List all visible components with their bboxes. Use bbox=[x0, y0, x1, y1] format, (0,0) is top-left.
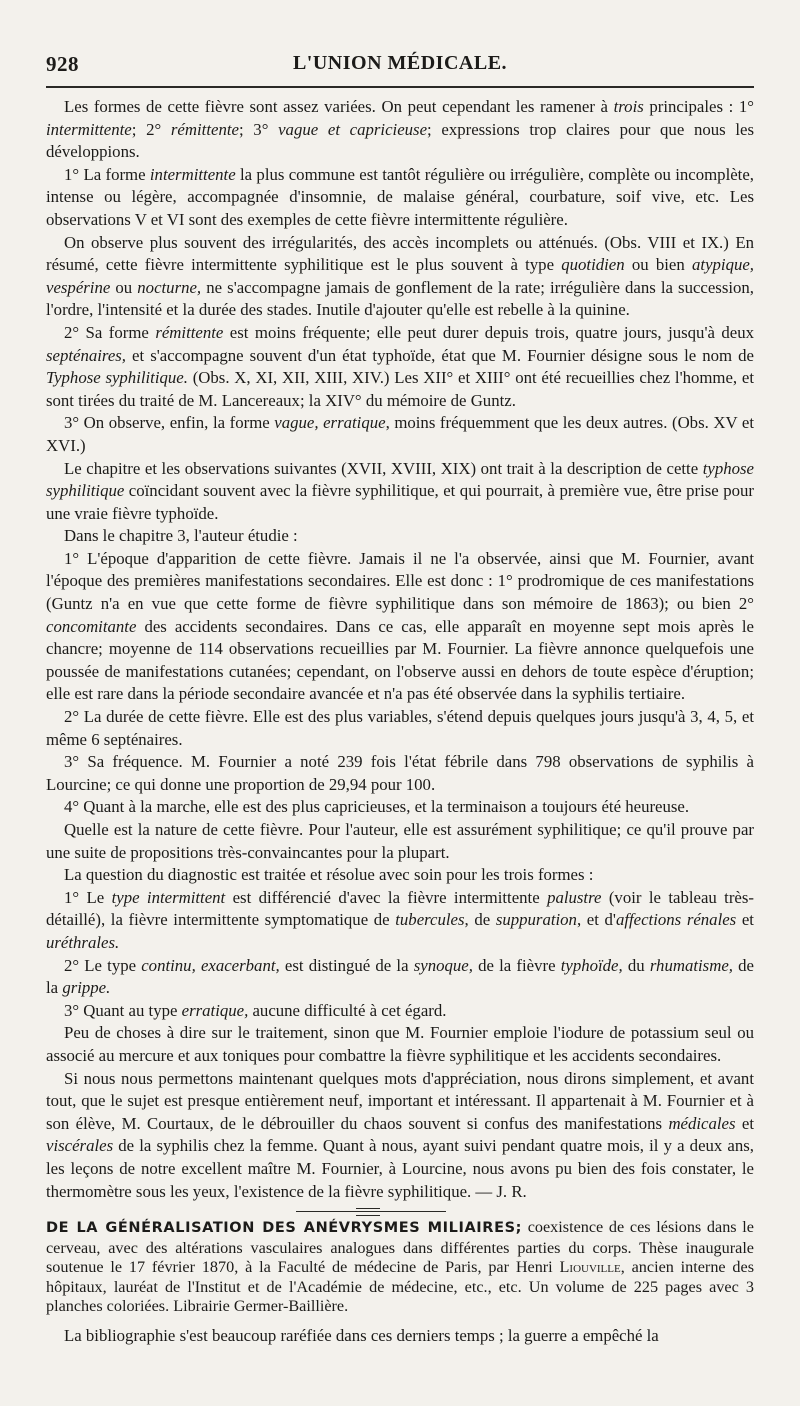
paragraph-frequency: 3° Sa fréquence. M. Fournier a noté 239 fois l'état fébrile dans 798 observations de syphilis à Lourcine; ce qui donne une proportion de 29,94 pour 100. bbox=[46, 752, 754, 794]
paragraph-epoch: 1° L'époque d'apparition de cette fièvre. Jamais il ne l'a observée, ainsi que M. Fournier, avant l'époque des premières manifestations secondaires. Elle est donc : 1° prodromique de ces manifestations (Guntz n'a en vue que cette forme de fièvre syphilitique dans son mémoire de 1863); ou bien 2° concomitante des accidents secondaires. Dans ce cas, elle apparaît en moyenne sept mois après le chancre; moyenne de 114 observations recueillies par M. Fournier. La fièvre annonce quelquefois une poussée de manifestations cutanées; cependant, on l'observe aussi en dehors de toute espèce d'éruption; elle est rare dans la période secondaire avancée et n'a pas été observée dans la syphilis tertiaire. bbox=[46, 548, 754, 704]
paragraph-intermittent: 1° La forme intermittente la plus commune est tantôt régulière ou irrégulière, complète ou incomplète, intense ou légère, accompagnée d'insomnie, de malaise général, courbature, soif vive, etc. Les observations V et VI sont des exemples de cette fièvre intermittente régulière. bbox=[46, 164, 754, 229]
paragraph-diag-intermittent: 1° Le type intermittent est différencié d'avec la fièvre intermittente palustre (voir le tableau très-détaillé), la fièvre intermittente symptomatique de tubercules, de suppuration, et d'affections rénales et uréthrales. bbox=[46, 887, 754, 952]
paragraph-remittent: 2° Sa forme rémittente est moins fréquente; elle peut durer depuis trois, quatre jours, jusqu'à deux septénaires, et s'accompagne souvent d'un état typhoïde, état que M. Fournier désigne sous le nom de Typhose syphilitique. (Obs. X, XI, XII, XIII, XIV.) Les XII° et XIII° ont été recueillies chez l'homme, et sont tirées du traité de M. Lancereaux; la XIV° du mémoire de Guntz. bbox=[46, 322, 754, 410]
paragraph-irregularities: On observe plus souvent des irrégularités, des accès incomplets ou atténués. (Obs. VIII et IX.) En résumé, cette fièvre intermittente syphilitique est le plus souvent à type quotidien ou bien atypique, vespérine ou nocturne, ne s'accompagne jamais de gonflement de la rate; irrégulière dans la succession, l'ordre, l'intensité et la durée des stades. Inutile d'ajouter qu'elle est rebelle à la quinine. bbox=[46, 232, 755, 320]
paragraph-final: La bibliographie s'est beaucoup raréfiée dans ces derniers temps ; la guerre a empêché la bbox=[64, 1326, 659, 1346]
paragraph-diagnosis: La question du diagnostic est traitée et résolue avec soin pour les trois formes : bbox=[64, 865, 594, 885]
article-body bbox=[46, 96, 754, 1348]
bibliography-entry: DE LA GÉNÉRALISATION DES ANÉVRYSMES MILIAIRES; coexistence de ces lésions dans le cerveau, avec des altérations vasculaires analogues dans différentes parties du corps. Thèse inaugurale soutenue le 17 février 1870, à la Faculté de médecine de Paris, par Henri Liouville, ancien interne des hôpitaux, lauréat de l'Institut et de l'Académie de médecine, etc., etc. Un volume de 225 pages avec 3 planches coloriées. Librairie Germer-Baillière. bbox=[46, 1218, 755, 1316]
bibliography-author: Liouville bbox=[559, 1258, 621, 1277]
running-title: L'UNION MÉDICALE. bbox=[292, 52, 508, 74]
paragraph-forms: Les formes de cette fièvre sont assez variées. On peut cependant les ramener à trois principales : 1° intermittente; 2° rémittente; 3° vague et capricieuse; expressions trop claires pour que nous les développions. bbox=[46, 97, 754, 162]
paragraph-diag-erratic: 3° Quant au type erratique, aucune difficulté à cet égard. bbox=[64, 1000, 447, 1020]
page-number: 928 bbox=[46, 52, 79, 76]
paragraph-typhose: Le chapitre et les observations suivantes (XVII, XVIII, XIX) ont trait à la description de cette typhose syphilitique coïncidant souvent avec la fièvre syphilitique, et qui pourrait, à première vue, être prise pour une vraie fièvre typhoïde. bbox=[46, 458, 754, 523]
bibliography-title: DE LA GÉNÉRALISATION DES ANÉVRYSMES MILIAIRES; bbox=[46, 1220, 523, 1237]
paragraph-diag-continuous: 2° Le type continu, exacerbant, est distingué de la synoque, de la fièvre typhoïde, du rhumatisme, de la grippe. bbox=[46, 955, 754, 998]
page-header bbox=[46, 52, 754, 80]
paragraph-erratic: 3° On observe, enfin, la forme vague, erratique, moins fréquemment que les deux autres. (Obs. XV et XVI.) bbox=[46, 413, 754, 455]
paragraph-chapter3: Dans le chapitre 3, l'auteur étudie : bbox=[64, 526, 298, 546]
paragraph-treatment: Peu de choses à dire sur le traitement, sinon que M. Fournier emploie l'iodure de potassium seul ou associé au mercure et aux toniques pour combattre la fièvre syphilitique et les accidents secondaires. bbox=[46, 1023, 754, 1065]
paragraph-appreciation: Si nous nous permettons maintenant quelques mots d'appréciation, nous dirons simplement, et avant tout, que le sujet est presque entièrement neuf, important et intéressant. Il appartenait à M. Fournier et à son élève, M. Courtaux, de le débrouiller du chaos souvent si confus des manifestations médicales et viscérales de la syphilis chez la femme. Quant à nous, ayant suivi pendant quatre mois, il y a deux ans, les leçons de notre excellent maître M. Fournier, à Lourcine, nous avons pu bien des fois constater, le thermomètre sous les yeux, l'existence de la fièvre syphilitique. — J. R. bbox=[46, 1068, 755, 1201]
section-separator bbox=[296, 1211, 446, 1212]
paragraph-course: 4° Quant à la marche, elle est des plus capricieuses, et la terminaison a toujours été heureuse. bbox=[64, 797, 690, 817]
header-rule bbox=[46, 86, 754, 88]
paragraph-nature: Quelle est la nature de cette fièvre. Pour l'auteur, elle est assurément syphilitique; ce qu'il prouve par une suite de propositions très-convaincantes pour la plupart. bbox=[46, 820, 754, 862]
paragraph-duration: 2° La durée de cette fièvre. Elle est des plus variables, s'étend depuis quelques jours jusqu'à 3, 4, 5, et même 6 septénaires. bbox=[46, 707, 754, 749]
